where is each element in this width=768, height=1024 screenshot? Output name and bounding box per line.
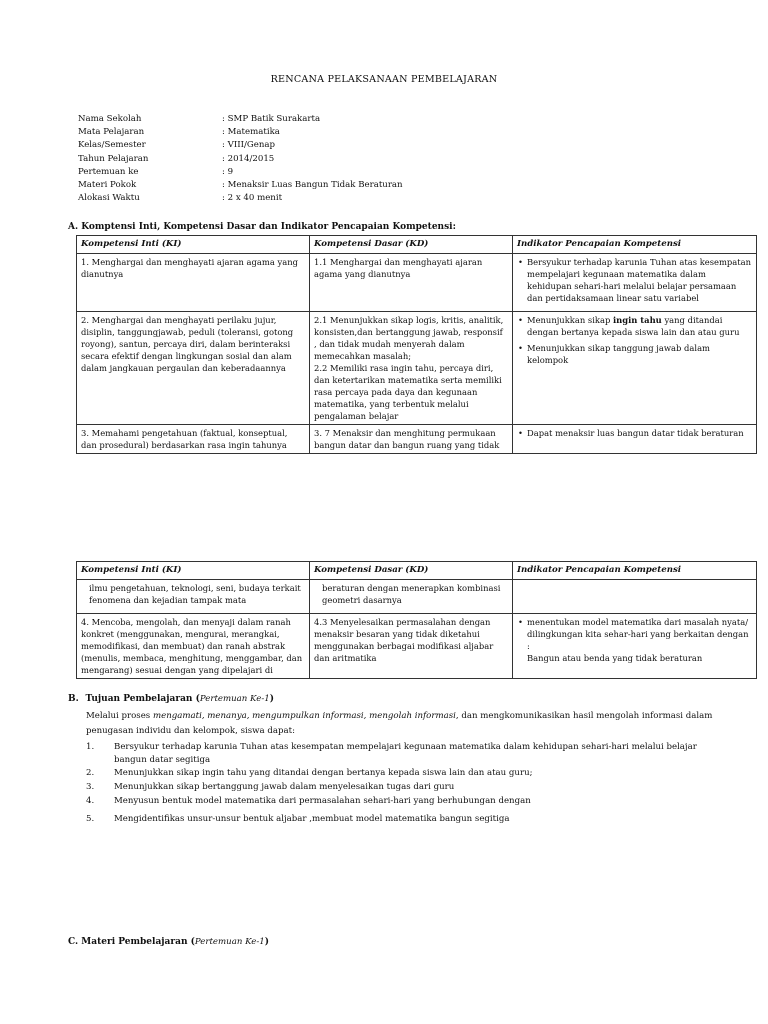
identity-value: : VIII/Genap bbox=[222, 140, 276, 151]
ki-cell bbox=[77, 580, 310, 614]
objective-number: 5. bbox=[86, 814, 95, 824]
identity-label: Materi Pokok bbox=[78, 179, 137, 190]
identity-label: Alokasi Waktu bbox=[78, 193, 140, 204]
identity-row bbox=[78, 113, 478, 126]
indicator-list bbox=[517, 616, 752, 652]
intro-italic: mengamati, menanya, mengumpulkan informasi, mengolah informasi bbox=[152, 711, 456, 721]
competency-table-2 bbox=[76, 561, 757, 679]
objective-text: Menunjukkan sikap bertanggung jawab dalam menyelesaikan tugas dari guru bbox=[114, 782, 455, 792]
objective-number: 1. bbox=[86, 742, 95, 752]
identity-row bbox=[78, 166, 478, 179]
identity-value: : 2014/2015 bbox=[222, 153, 275, 164]
objective-number: 2. bbox=[86, 768, 95, 778]
kd-text: 4.3 Menyelesaikan permasalahan dengan menaksir besaran yang tidak diketahui menggunakan berbagai modifikasi aljabar dan aritmatika bbox=[314, 617, 494, 663]
indicator-cell bbox=[513, 580, 757, 614]
table-row bbox=[77, 614, 757, 679]
table-header-row bbox=[77, 562, 757, 580]
section-b-letter: B. bbox=[68, 694, 79, 704]
section-a-heading: A. Komptensi Inti, Kompetensi Dasar dan Indikator Pencapaian Kompetensi: bbox=[68, 222, 456, 232]
ki-cell bbox=[77, 614, 310, 679]
ki-text: ilmu pengetahuan, teknologi, seni, budaya terkait fenomena dan kejadian tampak mata bbox=[89, 583, 301, 605]
objective-text: Mengidentifikas unsur-unsur bentuk aljabar ,membuat model matematika bangun segitiga bbox=[114, 814, 510, 824]
indicator-cell bbox=[513, 254, 757, 312]
kd-text: 3. 7 Menaksir dan menghitung permukaan bangun datar dan bangun ruang yang tidak bbox=[314, 428, 500, 450]
objective-item bbox=[86, 813, 724, 827]
identity-row bbox=[78, 179, 478, 192]
identity-value: : 9 bbox=[222, 166, 234, 177]
indicator-cell bbox=[513, 312, 757, 425]
identity-row bbox=[78, 126, 478, 139]
section-b-heading bbox=[68, 694, 274, 704]
section-c-meeting: Pertemuan Ke-1 bbox=[194, 937, 265, 947]
kd-item: 2.1 Menunjukkan sikap logis, kritis, analitik, konsisten,dan bertanggung jawab, responsif , dan tidak mudah menyerah dalam memecahkan masalah; bbox=[314, 315, 504, 361]
ki-cell bbox=[77, 425, 310, 454]
header-kd: Kompetensi Dasar (KD) bbox=[310, 562, 513, 580]
indicator-subitem: Bangun atau benda yang tidak beraturan bbox=[527, 653, 703, 663]
indicator-emphasis: ingin tahu bbox=[612, 315, 662, 325]
competency-table-1 bbox=[76, 235, 757, 454]
section-b-close: ) bbox=[269, 694, 274, 704]
identity-row bbox=[78, 192, 478, 205]
identity-value: : SMP Batik Surakarta bbox=[222, 114, 321, 124]
identity-label: Kelas/Semester bbox=[78, 140, 146, 151]
header-kd: Kompetensi Dasar (KD) bbox=[310, 236, 513, 254]
identity-block bbox=[78, 113, 478, 205]
section-c-close: ) bbox=[264, 937, 270, 947]
kd-cell bbox=[310, 312, 513, 425]
indicator-list bbox=[517, 427, 752, 439]
indicator-list bbox=[517, 314, 752, 366]
objective-item bbox=[86, 781, 724, 795]
table-row bbox=[77, 312, 757, 425]
section-b-meeting: Pertemuan Ke-1 bbox=[199, 694, 270, 704]
indicator-item: • Menunjukkan sikap tanggung jawab dalam kelompok bbox=[527, 342, 752, 366]
objective-text: Menyusun bentuk model matematika dari permasalahan sehari-hari yang berhubungan dengan bbox=[114, 796, 531, 806]
identity-label: Pertemuan ke bbox=[78, 166, 139, 177]
kd-cell bbox=[310, 614, 513, 679]
indicator-item: • Dapat menaksir luas bangun datar tidak beraturan bbox=[527, 427, 752, 439]
table-header-row bbox=[77, 236, 757, 254]
header-ki: Kompetensi Inti (KI) bbox=[77, 562, 310, 580]
objective-text: Menunjukkan sikap ingin tahu yang ditandai dengan bertanya kepada siswa lain dan atau guru; bbox=[114, 768, 533, 778]
identity-value: : Matematika bbox=[222, 127, 280, 138]
identity-value: : Menaksir Luas Bangun Tidak Beraturan bbox=[222, 179, 403, 190]
table-row bbox=[77, 254, 757, 312]
kd-item: 2.2 Memiliki rasa ingin tahu, percaya diri, dan ketertarikan matematika serta memiliki rasa percaya pada daya dan kegunaan matematika, yang terbentuk melalui pengalaman belajar bbox=[314, 363, 502, 421]
identity-row bbox=[78, 153, 478, 166]
identity-value: : 2 x 40 menit bbox=[222, 193, 283, 204]
header-indicator: Indikator Pencapaian Kompetensi bbox=[513, 562, 757, 580]
indicator-item: • Bersyukur terhadap karunia Tuhan atas kesempatan mempelajari kegunaan matematika dalam kehidupan sehari-hari melalui belajar persamaan dan pertidaksamaan linear satu variabel bbox=[527, 256, 752, 304]
kd-cell: 1.1 Menghargai dan menghayati ajaran agama yang dianutnya bbox=[310, 254, 513, 312]
table-row bbox=[77, 425, 757, 454]
kd-cell bbox=[310, 580, 513, 614]
document-title: RENCANA PELAKSANAAN PEMBELAJARAN bbox=[270, 74, 498, 85]
indicator-text: yang ditandai dengan bertanya kepada siswa lain dan atau guru bbox=[527, 315, 740, 337]
objective-text: Bersyukur terhadap karunia Tuhan atas kesempatan mempelajari kegunaan matematika dalam kehidupan sehari-hari melalui belajar bangun datar segitiga bbox=[114, 742, 697, 765]
intro-text: , dan mengkomunikasikan hasil mengolah informasi dalam penugasan individu dan kelompok, siswa dapat: bbox=[86, 711, 713, 736]
objective-item bbox=[86, 767, 724, 781]
table-row bbox=[77, 580, 757, 614]
section-b-title: Tujuan Pembelajaran ( bbox=[85, 694, 200, 704]
ki-cell: 1. Menghargai dan menghayati ajaran agama yang dianutnya bbox=[77, 254, 310, 312]
objective-item bbox=[86, 741, 724, 767]
indicator-item bbox=[527, 314, 752, 338]
header-indicator: Indikator Pencapaian Kompetensi bbox=[513, 236, 757, 254]
identity-label: Mata Pelajaran bbox=[78, 127, 145, 138]
indicator-item: • menentukan model matematika dari masalah nyata/ dilingkungan kita sehar-hari yang berkaitan dengan : bbox=[527, 616, 752, 652]
section-c-title: C. Materi Pembelajaran ( bbox=[68, 937, 195, 947]
identity-label: Tahun Pelajaran bbox=[78, 153, 149, 164]
ki-text: 3. Memahami pengetahuan (faktual, konseptual, dan prosedural) berdasarkan rasa ingin tahunya bbox=[81, 428, 288, 450]
objective-number: 4. bbox=[86, 796, 95, 806]
indicator-list bbox=[517, 256, 752, 304]
objective-number: 3. bbox=[86, 782, 95, 792]
indicator-cell bbox=[513, 425, 757, 454]
ki-cell: 2. Menghargai dan menghayati perilaku jujur, disiplin, tanggungjawab, peduli (toleransi, gotong royong), santun, percaya diri, dalam berinteraksi secara efektif dengan lingkungan sosial dan alam dalam jangkauan pergaulan dan keberadaannya bbox=[77, 312, 310, 425]
indicator-text: Menunjukkan sikap bbox=[527, 315, 613, 325]
section-c-heading bbox=[68, 937, 269, 947]
header-ki: Kompetensi Inti (KI) bbox=[77, 236, 310, 254]
indicator-cell bbox=[513, 614, 757, 679]
objective-list bbox=[86, 741, 724, 827]
intro-text: Melalui proses bbox=[86, 711, 153, 721]
ki-text: 4. Mencoba, mengolah, dan menyaji dalam ranah konkret (menggunakan, mengurai, merangkai, memodifikasi, dan membuat) dan ranah abstrak (menulis, membaca, menghitung, menggambar, dan mengarang) sesuai dengan yang dipelajari di bbox=[81, 617, 303, 675]
identity-row bbox=[78, 139, 478, 152]
kd-text: beraturan dengan menerapkan kombinasi geometri dasarnya bbox=[322, 583, 501, 605]
kd-cell bbox=[310, 425, 513, 454]
section-b-intro bbox=[86, 709, 726, 739]
identity-label: Nama Sekolah bbox=[78, 114, 142, 124]
objective-item bbox=[86, 795, 724, 813]
